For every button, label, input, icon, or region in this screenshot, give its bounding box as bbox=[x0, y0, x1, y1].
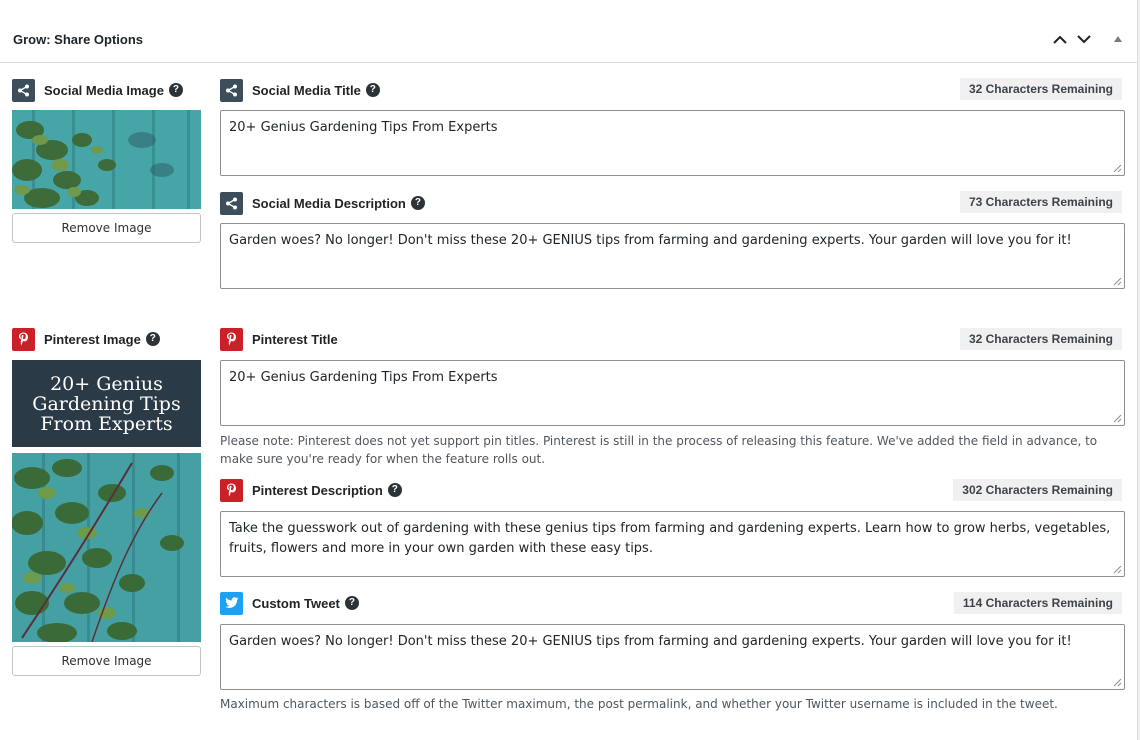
chevron-down-icon bbox=[1077, 35, 1091, 44]
custom-tweet-field[interactable] bbox=[220, 624, 1125, 690]
resize-grip-icon[interactable] bbox=[1113, 164, 1122, 173]
pinterest-image-label: Pinterest Image bbox=[44, 331, 141, 347]
social-title-label-row bbox=[220, 78, 380, 102]
social-description-value: Garden woes? No longer! Don't miss these 20+ GENIUS tips from farming and gardening experts. Your garden will love you for it! bbox=[229, 233, 1072, 248]
social-description-counter: 73 Characters Remaining bbox=[960, 191, 1122, 213]
social-media-image-preview bbox=[12, 110, 201, 209]
pinterest-description-counter: 302 Characters Remaining bbox=[953, 479, 1122, 501]
pinterest-title-value: 20+ Genius Gardening Tips From Experts bbox=[229, 370, 498, 385]
resize-grip-icon[interactable] bbox=[1113, 414, 1122, 423]
resize-grip-icon[interactable] bbox=[1113, 277, 1122, 286]
pinterest-title-counter: 32 Characters Remaining bbox=[960, 328, 1122, 350]
banner-line: Gardening Tips bbox=[32, 392, 181, 415]
pinterest-description-label-row bbox=[220, 478, 402, 502]
pinterest-title-label-row bbox=[220, 327, 338, 351]
pinterest-icon bbox=[12, 328, 35, 351]
help-icon[interactable]: ? bbox=[411, 196, 425, 210]
share-icon bbox=[12, 79, 35, 102]
social-image-label-row bbox=[12, 78, 183, 102]
social-description-field[interactable] bbox=[220, 223, 1125, 289]
social-title-counter: 32 Characters Remaining bbox=[960, 78, 1122, 100]
social-description-label: Social Media Description bbox=[252, 195, 406, 211]
custom-tweet-label: Custom Tweet bbox=[252, 595, 340, 611]
pinterest-icon bbox=[220, 328, 243, 351]
share-icon bbox=[220, 79, 243, 102]
help-icon[interactable]: ? bbox=[169, 83, 183, 97]
banner-line: 20+ Genius bbox=[50, 372, 163, 395]
pinterest-title-note: Please note: Pinterest does not yet support pin titles. Pinterest is still in the process of releasing this feature. We've added the field in advance, to make sure you're ready for when the feature rolls out. bbox=[220, 434, 1098, 466]
resize-grip-icon[interactable] bbox=[1113, 678, 1122, 687]
social-title-label: Social Media Title bbox=[252, 82, 361, 98]
pinterest-description-label: Pinterest Description bbox=[252, 482, 383, 498]
remove-pinterest-image-button[interactable]: Remove Image bbox=[12, 646, 201, 676]
pinterest-icon bbox=[220, 479, 243, 502]
social-title-value: 20+ Genius Gardening Tips From Experts bbox=[229, 120, 498, 135]
help-icon[interactable]: ? bbox=[388, 483, 402, 497]
twitter-icon bbox=[220, 592, 243, 615]
custom-tweet-note: Maximum characters is based off of the Twitter maximum, the post permalink, and whether your Twitter username is included in the tweet. bbox=[220, 697, 1058, 711]
panel-header bbox=[0, 0, 1138, 63]
social-image-label: Social Media Image bbox=[44, 82, 164, 98]
custom-tweet-label-row bbox=[220, 591, 359, 615]
banner-line: From Experts bbox=[40, 412, 173, 435]
toggle-panel-button[interactable] bbox=[1108, 28, 1128, 50]
pinterest-title-label: Pinterest Title bbox=[252, 331, 338, 347]
help-icon[interactable]: ? bbox=[366, 83, 380, 97]
resize-grip-icon[interactable] bbox=[1113, 565, 1122, 574]
remove-social-image-button[interactable]: Remove Image bbox=[12, 213, 201, 243]
pinterest-description-field[interactable] bbox=[220, 511, 1125, 577]
help-icon[interactable]: ? bbox=[146, 332, 160, 346]
custom-tweet-counter: 114 Characters Remaining bbox=[954, 592, 1122, 614]
share-icon bbox=[220, 192, 243, 215]
chevron-up-icon bbox=[1053, 35, 1067, 44]
pinterest-title-field[interactable] bbox=[220, 360, 1125, 426]
pinterest-description-value: Take the guesswork out of gardening with these genius tips from farming and gardening experts. Learn how to grow herbs, vegetables, fruits, flowers and more in your own garden with these easy tips. bbox=[229, 521, 1111, 556]
custom-tweet-value: Garden woes? No longer! Don't miss these 20+ GENIUS tips from farming and gardening experts. Your garden will love you for it! bbox=[229, 634, 1072, 649]
move-down-button[interactable] bbox=[1074, 28, 1094, 50]
panel-title: Grow: Share Options bbox=[13, 32, 144, 47]
triangle-up-icon bbox=[1114, 36, 1122, 42]
social-title-field[interactable] bbox=[220, 110, 1125, 176]
pinterest-image-banner bbox=[12, 360, 201, 447]
pinterest-image-preview bbox=[12, 453, 201, 642]
help-icon[interactable]: ? bbox=[345, 596, 359, 610]
move-up-button[interactable] bbox=[1050, 28, 1070, 50]
pinterest-image-label-row bbox=[12, 327, 160, 351]
social-description-label-row bbox=[220, 191, 425, 215]
